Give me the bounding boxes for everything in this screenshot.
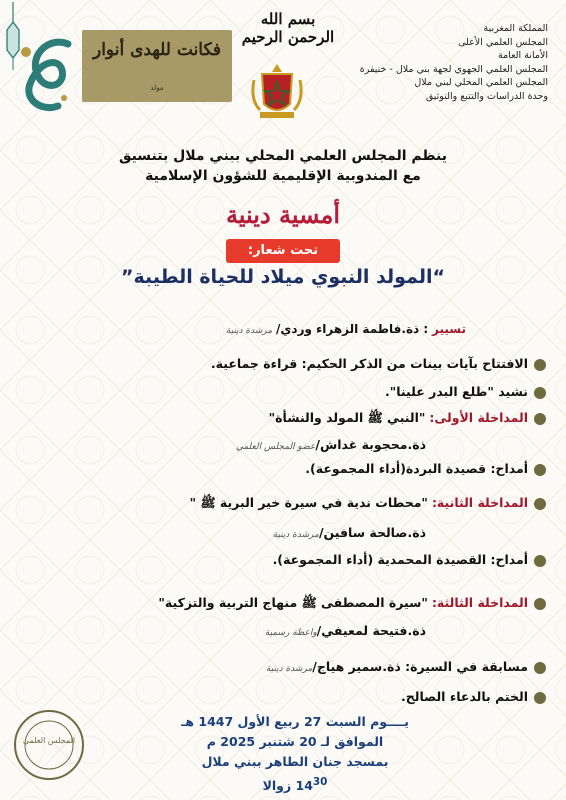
program-item-opening bbox=[26, 355, 546, 373]
date-hijri: يــــوم السبت 27 ربيع الأول 1447 هـ bbox=[181, 714, 409, 729]
program-text: الافتتاح بآيات بينات من الذكر الحكيم: قراءة جماعية. bbox=[210, 356, 528, 371]
program-text: مسابقة في السيرة: ذة.سمير هياج/ bbox=[312, 659, 528, 674]
moderator-role: مرشدة دينية bbox=[225, 326, 273, 336]
bullet-icon bbox=[534, 359, 546, 371]
ministry-line: المجلس العلمي المحلي لبني ملال bbox=[414, 77, 548, 88]
ministry-line: وحدة الدراسات والتتبع والتوثيق bbox=[425, 90, 548, 102]
ministry-line: المملكة المغربية bbox=[483, 23, 548, 34]
event-date bbox=[140, 712, 450, 796]
talk-label: المداخلة الثالثة: bbox=[431, 595, 528, 610]
talk-title: "محطات ندية في سيرة خير البرية ﷺ " bbox=[189, 495, 428, 510]
banner-subtitle: مولد bbox=[150, 84, 164, 92]
program-item-anthem bbox=[26, 383, 546, 401]
slogan: “المولد النبوي ميلاد للحياة الطيبة” bbox=[121, 266, 445, 288]
bullet-icon bbox=[534, 692, 546, 704]
time-minute: 30 bbox=[312, 776, 328, 788]
program-text: أمداح: القصيدة المحمدية (أداء المجموعة). bbox=[272, 552, 528, 567]
royal-emblem-icon bbox=[246, 60, 308, 122]
ministry-line: الأمانة العامة bbox=[498, 50, 548, 61]
talk3-speaker bbox=[0, 622, 426, 642]
program-item-praise1 bbox=[26, 460, 546, 478]
date-gregorian: الموافق لـ 20 شتنبر 2025 م bbox=[206, 734, 384, 749]
bullet-icon bbox=[534, 598, 546, 610]
intro bbox=[60, 146, 506, 186]
bullet-icon bbox=[534, 387, 546, 399]
speaker-role: مرشدة دينية bbox=[265, 664, 313, 674]
talk-title: "النبي ﷺ المولد والنشأة" bbox=[268, 410, 426, 425]
talk-title: "سيرة المصطفى ﷺ منهاج التربية والتزكية" bbox=[158, 595, 428, 610]
speaker-name: ذة.محجوبة غداش/ bbox=[315, 437, 426, 452]
speaker-name: ذة.صالحة سافين/ bbox=[318, 525, 426, 540]
ministry-line: المجلس العلمي الجهوي لجهة بني ملال - خنيفرة bbox=[359, 63, 548, 75]
talk2-speaker bbox=[0, 524, 426, 544]
ministry-line: المجلس العلمي الأعلى bbox=[458, 36, 548, 48]
program-item-talk3 bbox=[26, 594, 546, 612]
mawlid-logo-icon bbox=[8, 26, 80, 116]
speaker-role: عضو المجلس العلمي bbox=[235, 442, 316, 452]
stamp-icon bbox=[12, 708, 86, 782]
slogan-label: تحت شعار: bbox=[226, 239, 340, 263]
official-stamp bbox=[12, 708, 86, 782]
bullet-icon bbox=[534, 555, 546, 567]
moderator-name: : ذة.فاطمة الزهراء وردي/ bbox=[276, 322, 429, 336]
bullet-icon bbox=[534, 662, 546, 674]
ministry-header bbox=[358, 22, 548, 103]
speaker-role: مرشدة دينية bbox=[272, 530, 319, 540]
event-type-title: أمسية دينية bbox=[225, 200, 341, 229]
intro-line-1: ينظم المجلس العلمي المحلي ببني ملال بتنسيق bbox=[118, 148, 448, 164]
moderation bbox=[226, 322, 466, 336]
program-item-contest bbox=[26, 658, 546, 678]
program-text: نشيد "طلع البدر علينا". bbox=[384, 384, 528, 399]
program-item-talk2 bbox=[26, 494, 546, 512]
moderation-label: تسيير bbox=[432, 322, 466, 336]
program-item-closing bbox=[26, 688, 546, 706]
basmala: بسم الله الرحمن الرحيم bbox=[241, 10, 335, 46]
talk-label: المداخلة الأولى: bbox=[429, 410, 528, 425]
time-hour: 14 bbox=[295, 778, 313, 794]
time-suffix: زوالا bbox=[262, 778, 296, 794]
program-item-talk1 bbox=[26, 409, 546, 427]
bullet-icon bbox=[534, 464, 546, 476]
bullet-icon bbox=[534, 413, 546, 425]
talk1-speaker bbox=[0, 436, 426, 456]
event-banner bbox=[82, 30, 232, 102]
banner-title: فكانت للهدى أنوار bbox=[93, 40, 221, 60]
program-text: أمداح: قصيدة البردة(أداء المجموعة). bbox=[305, 461, 528, 476]
event-venue: بمسجد جنان الطاهر ببني ملال bbox=[201, 754, 389, 769]
bullet-icon bbox=[534, 498, 546, 510]
intro-line-2: مع المندوبية الإقليمية للشؤون الإسلامية bbox=[145, 168, 421, 184]
stamp-text: المجلس العلمي bbox=[22, 736, 76, 745]
speaker-name: ذة.فتيحة لمعيفي/ bbox=[316, 623, 426, 638]
program-text: الختم بالدعاء الصالح. bbox=[401, 689, 528, 704]
speaker-role: واعظة رسمية bbox=[264, 628, 317, 638]
event-time bbox=[140, 772, 450, 796]
program-item-praise2 bbox=[26, 551, 546, 569]
talk-label: المداخلة الثانية: bbox=[431, 495, 528, 510]
